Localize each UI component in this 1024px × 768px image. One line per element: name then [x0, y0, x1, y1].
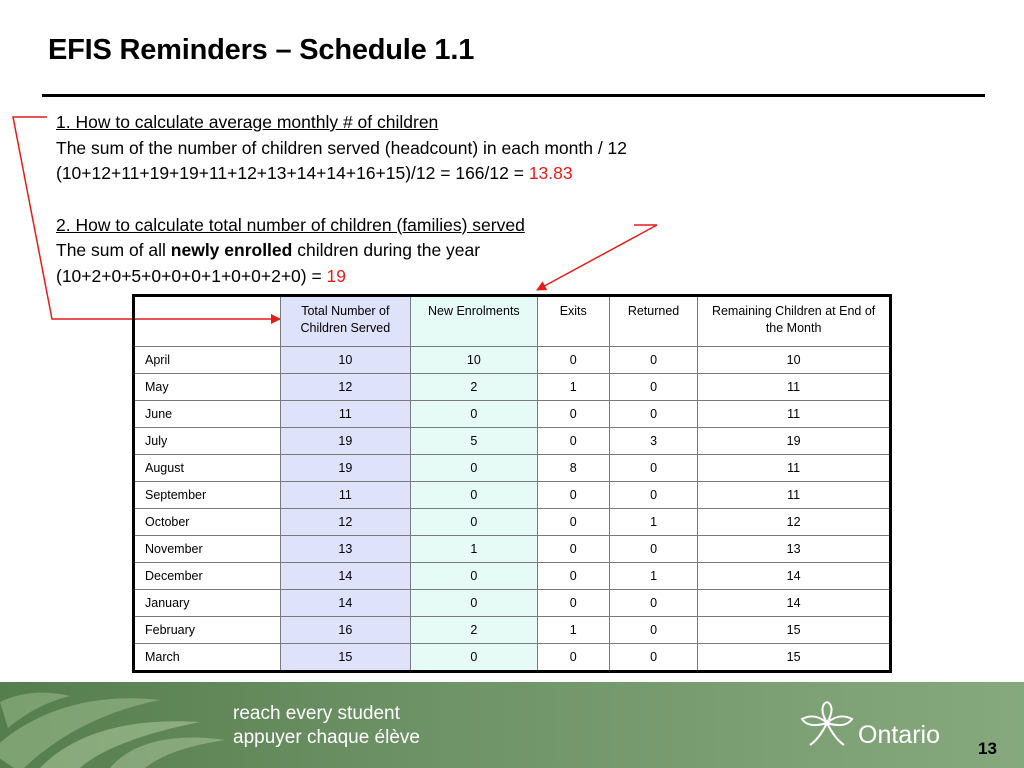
table-row — [134, 536, 891, 563]
cell-remaining: 15 — [698, 617, 891, 644]
cell-month: November — [134, 536, 281, 563]
cell-exits: 0 — [537, 482, 609, 509]
page-title: EFIS Reminders – Schedule 1.1 — [48, 34, 475, 66]
section1-formula-text: (10+12+11+19+19+11+12+13+14+14+16+15)/12 = 166/12 = — [56, 163, 529, 183]
page-number: 13 — [978, 739, 997, 758]
table-row — [134, 401, 891, 428]
cell-remaining: 11 — [698, 482, 891, 509]
cell-returned: 0 — [609, 401, 697, 428]
cell-exits: 0 — [537, 428, 609, 455]
cell-remaining: 11 — [698, 401, 891, 428]
cell-exits: 0 — [537, 644, 609, 672]
cell-returned: 0 — [609, 617, 697, 644]
cell-returned: 0 — [609, 374, 697, 401]
cell-month: February — [134, 617, 281, 644]
cell-returned: 0 — [609, 482, 697, 509]
cell-remaining: 13 — [698, 536, 891, 563]
section1-description: The sum of the number of children served (headcount) in each month / 12 — [56, 137, 628, 158]
cell-exits: 0 — [537, 401, 609, 428]
cell-new: 0 — [411, 563, 538, 590]
cell-returned: 0 — [609, 455, 697, 482]
cell-total: 19 — [280, 428, 411, 455]
trillium-icon — [798, 701, 856, 747]
tagline-english: reach every student — [233, 703, 400, 724]
section2-result: 19 — [326, 265, 347, 286]
cell-remaining: 11 — [698, 374, 891, 401]
table-row — [134, 590, 891, 617]
table-header-row — [134, 296, 891, 347]
cell-new: 0 — [411, 590, 538, 617]
table-row — [134, 347, 891, 374]
cell-returned: 0 — [609, 536, 697, 563]
ontario-wordmark: Ontario — [858, 721, 940, 749]
title-divider — [42, 94, 985, 97]
leaf-swirl-icon — [0, 682, 230, 768]
cell-exits: 0 — [537, 590, 609, 617]
cell-returned: 0 — [609, 590, 697, 617]
cell-remaining: 14 — [698, 590, 891, 617]
section2-description-post: children during the year — [292, 240, 481, 260]
cell-new: 2 — [411, 374, 538, 401]
cell-month: March — [134, 644, 281, 672]
cell-month: October — [134, 509, 281, 536]
cell-month: September — [134, 482, 281, 509]
cell-returned: 3 — [609, 428, 697, 455]
header-month — [134, 296, 281, 347]
header-returned: Returned — [609, 296, 697, 347]
cell-remaining: 11 — [698, 455, 891, 482]
section2-formula-text: (10+2+0+5+0+0+0+1+0+0+2+0) = — [56, 265, 327, 286]
section1-result: 13.83 — [528, 163, 573, 183]
table-row — [134, 617, 891, 644]
table-row — [134, 482, 891, 509]
cell-month: January — [134, 590, 281, 617]
cell-total: 10 — [280, 347, 411, 374]
cell-new: 0 — [411, 509, 538, 536]
cell-total: 12 — [280, 509, 411, 536]
cell-total: 11 — [280, 401, 411, 428]
cell-returned: 0 — [609, 644, 697, 672]
cell-new: 2 — [411, 617, 538, 644]
cell-remaining: 14 — [698, 563, 891, 590]
section1-heading: 1. How to calculate average monthly # of children — [56, 112, 439, 132]
cell-exits: 1 — [537, 617, 609, 644]
explanation-text — [56, 110, 627, 289]
cell-remaining: 12 — [698, 509, 891, 536]
cell-remaining: 15 — [698, 644, 891, 672]
cell-month: August — [134, 455, 281, 482]
table-row — [134, 563, 891, 590]
cell-total: 14 — [280, 563, 411, 590]
cell-new: 1 — [411, 536, 538, 563]
header-exits: Exits — [537, 296, 609, 347]
cell-month: April — [134, 347, 281, 374]
section2-description-pre: The sum of all — [56, 240, 171, 260]
table-row — [134, 374, 891, 401]
cell-new: 0 — [411, 644, 538, 672]
cell-returned: 1 — [609, 563, 697, 590]
cell-month: June — [134, 401, 281, 428]
header-remaining: Remaining Children at End of the Month — [698, 296, 891, 347]
section2-description — [56, 238, 627, 264]
tagline-french: appuyer chaque élève — [233, 727, 420, 748]
cell-month: May — [134, 374, 281, 401]
table-row — [134, 455, 891, 482]
cell-returned: 1 — [609, 509, 697, 536]
cell-new: 10 — [411, 347, 538, 374]
cell-new: 0 — [411, 455, 538, 482]
cell-month: December — [134, 563, 281, 590]
cell-exits: 0 — [537, 536, 609, 563]
cell-exits: 0 — [537, 509, 609, 536]
cell-total: 16 — [280, 617, 411, 644]
cell-new: 0 — [411, 482, 538, 509]
cell-exits: 0 — [537, 347, 609, 374]
header-total-served: Total Number of Children Served — [280, 296, 411, 347]
cell-total: 13 — [280, 536, 411, 563]
cell-total: 19 — [280, 455, 411, 482]
table-row — [134, 509, 891, 536]
cell-new: 0 — [411, 401, 538, 428]
section2-heading: 2. How to calculate total number of children (families) served — [56, 214, 525, 235]
cell-total: 11 — [280, 482, 411, 509]
schedule-table — [132, 294, 892, 673]
table-row — [134, 428, 891, 455]
section1-formula — [56, 161, 627, 187]
table-row — [134, 644, 891, 672]
header-new-enrolments: New Enrolments — [411, 296, 538, 347]
cell-remaining: 19 — [698, 428, 891, 455]
cell-total: 14 — [280, 590, 411, 617]
cell-exits: 0 — [537, 563, 609, 590]
cell-total: 12 — [280, 374, 411, 401]
section2-formula — [56, 264, 627, 290]
cell-new: 5 — [411, 428, 538, 455]
cell-returned: 0 — [609, 347, 697, 374]
cell-month: July — [134, 428, 281, 455]
cell-total: 15 — [280, 644, 411, 672]
section2-description-bold: newly enrolled — [170, 240, 293, 260]
cell-remaining: 10 — [698, 347, 891, 374]
cell-exits: 1 — [537, 374, 609, 401]
cell-exits: 8 — [537, 455, 609, 482]
